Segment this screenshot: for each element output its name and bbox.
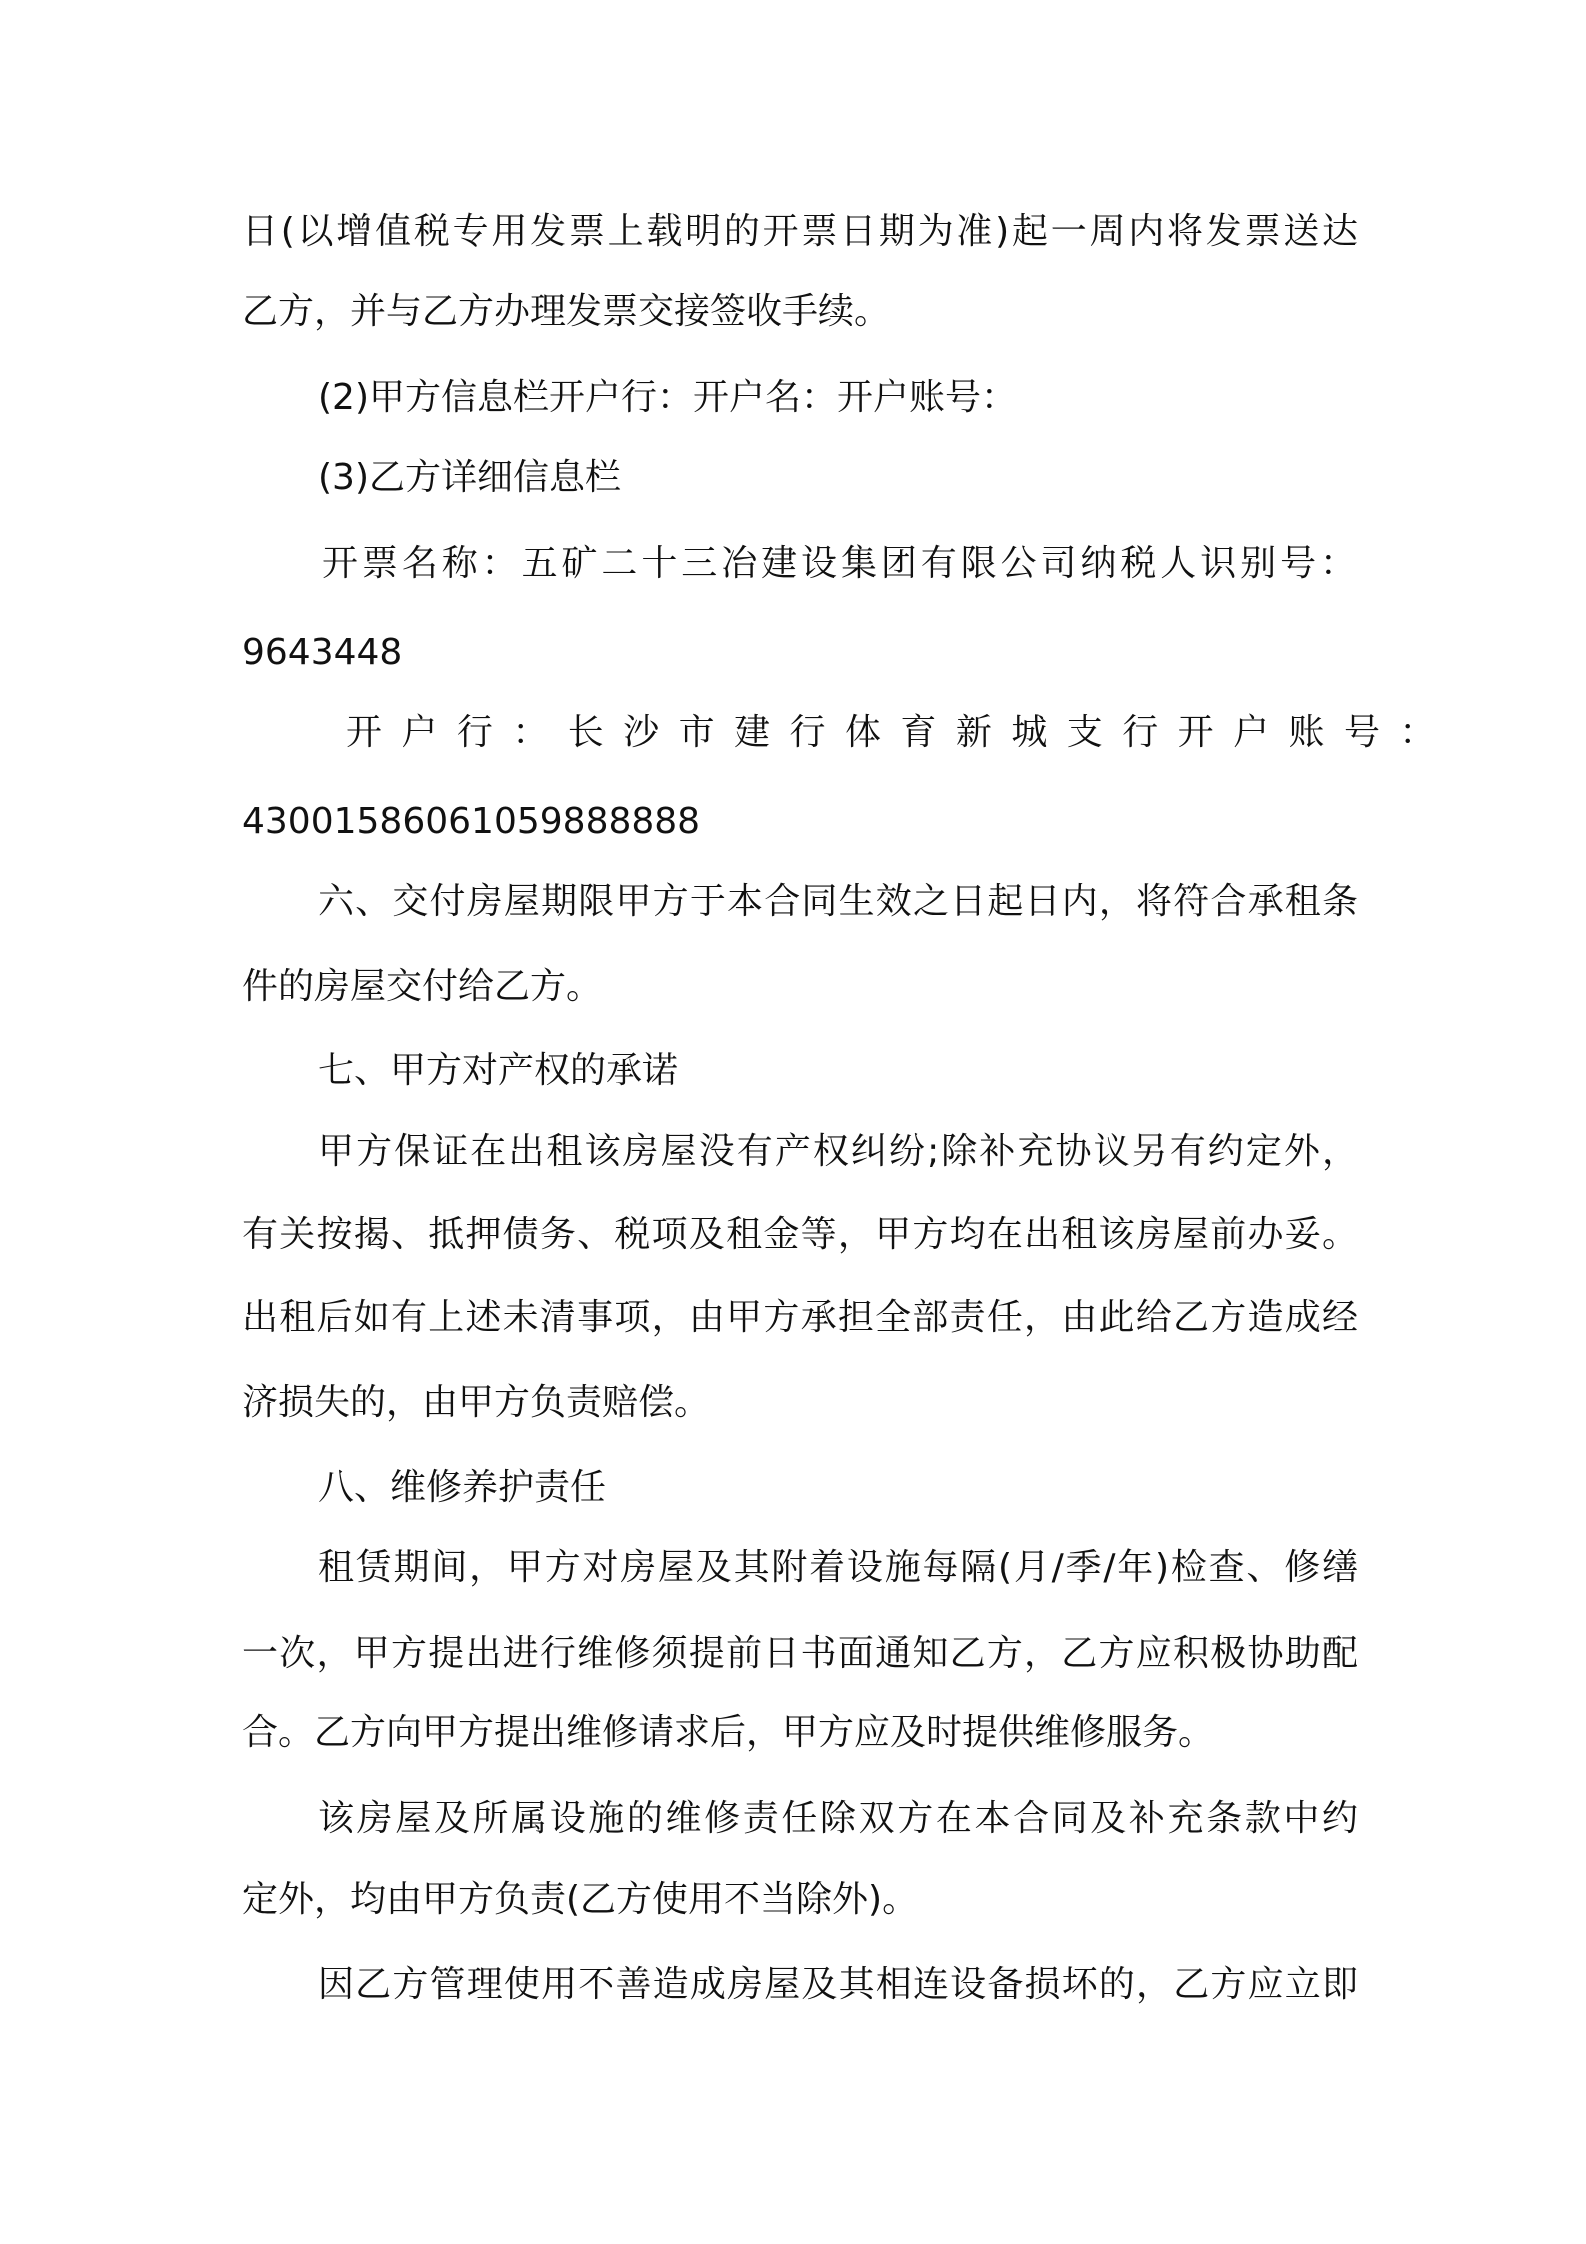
text-line: 甲方保证在出租该房屋没有产权纠纷;除补充协议另有约定外， [318,1131,1358,1172]
text-line: 开票名称：五矿二十三冶建设集团有限公司纳税人识别号： [322,543,1358,584]
text-line: 八、维修养护责任 [318,1467,607,1508]
text-line: 出租后如有上述未清事项，由甲方承担全部责任，由此给乙方造成经 [242,1297,1358,1338]
text-line: 定外，均由甲方负责(乙方使用不当除外)。 [242,1879,919,1920]
text-line: 该房屋及所属设施的维修责任除双方在本合同及补充条款中约 [318,1798,1358,1839]
text-line: 因乙方管理使用不善造成房屋及其相连设备损坏的，乙方应立即 [318,1964,1358,2005]
text-line: 开 户 行 ： 长 沙 市 建 行 体 育 新 城 支 行 开 户 账 号 ： [346,712,1440,753]
text-line: (3)乙方详细信息栏 [318,457,621,498]
text-line: 43001586061059888888 [242,801,701,842]
text-line: 一次，甲方提出进行维修须提前日书面通知乙方，乙方应积极协助配 [242,1633,1358,1674]
text-line: 乙方，并与乙方办理发票交接签收手续。 [242,291,891,332]
text-line: 日(以增值税专用发票上载明的开票日期为准)起一周内将发票送达 [242,211,1358,252]
text-line: 七、甲方对产权的承诺 [318,1050,679,1091]
text-line: 六、交付房屋期限甲方于本合同生效之日起日内，将符合承租条 [318,881,1358,922]
text-line: 9643448 [242,632,403,673]
text-line: 租赁期间，甲方对房屋及其附着设施每隔(月/季/年)检查、修缮 [318,1547,1358,1588]
text-line: (2)甲方信息栏开户行：开户名：开户账号： [318,377,1017,418]
text-line: 济损失的，由甲方负责赔偿。 [242,1382,711,1423]
text-line: 合。乙方向甲方提出维修请求后，甲方应及时提供维修服务。 [242,1712,1215,1753]
text-line: 有关按揭、抵押债务、税项及租金等，甲方均在出租该房屋前办妥。 [242,1214,1358,1255]
text-line: 件的房屋交付给乙方。 [242,966,603,1007]
